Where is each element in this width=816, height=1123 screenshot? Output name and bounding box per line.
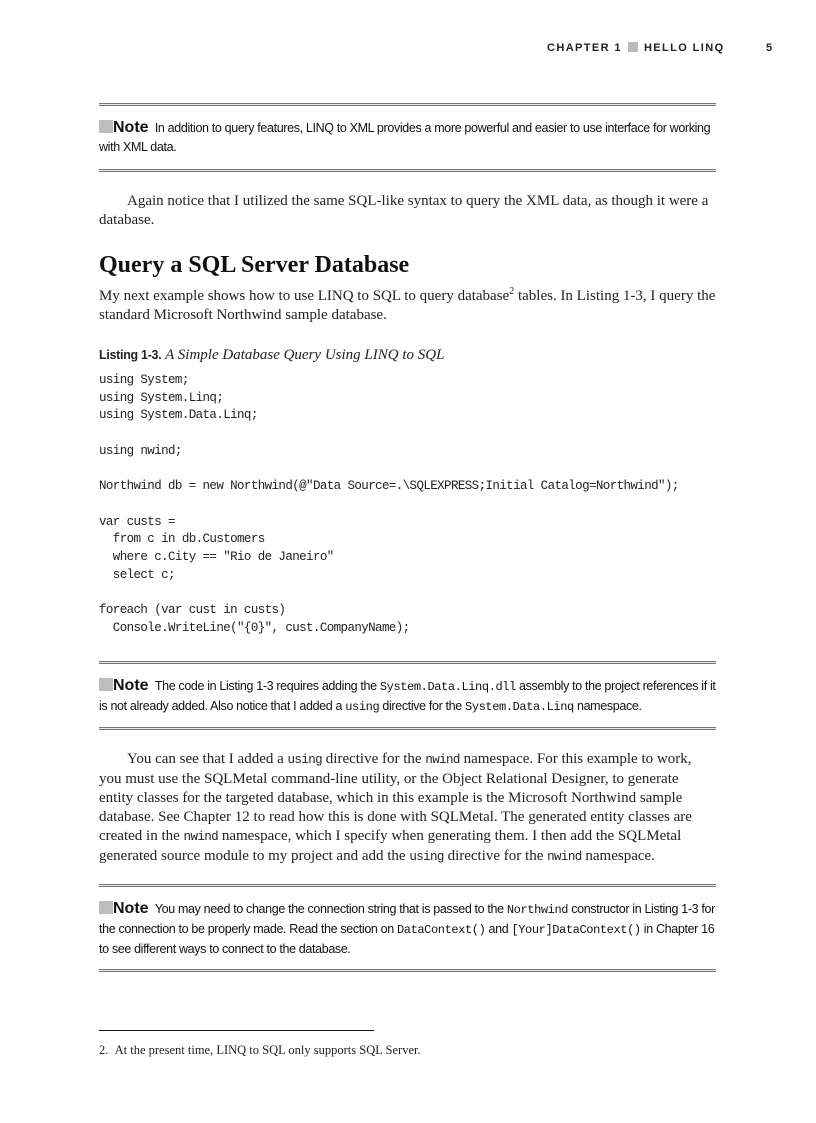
note-marker-icon (99, 120, 113, 133)
section-heading: Query a SQL Server Database (99, 252, 410, 278)
note-text: in Chapter 16 to see different ways to connect to the database. (99, 922, 715, 956)
chapter-label: CHAPTER 1 (547, 42, 622, 54)
note-text: constructor in Listing 1-3 for the connection to be properly made. Read the section on (99, 902, 715, 936)
note-label: Note (113, 119, 149, 136)
body-text: directive for the (443, 848, 548, 864)
inline-code: using (409, 850, 444, 864)
inline-code: using (287, 753, 323, 767)
note-rule-top (99, 103, 716, 106)
chapter-title: HELLO LINQ (643, 42, 725, 54)
note-text: In addition to query features, LINQ to XML provides a more powerful and easier to use interface for working with XML data. (99, 121, 711, 154)
note-code: using (345, 700, 380, 714)
separator-square-icon (628, 42, 638, 52)
footnote-rule (99, 1030, 374, 1031)
body-paragraph (99, 750, 716, 867)
note-text: You may need to change the connection string that is passed to the (154, 902, 507, 916)
footnote-text: At the present time, LINQ to SQL only supports SQL Server. (114, 1043, 421, 1057)
body-text: directive for the (322, 751, 426, 767)
footnote-reference: 2 (509, 286, 515, 297)
body-text: namespace. (581, 848, 655, 864)
listing-caption (99, 347, 444, 364)
note-text: The code in Listing 1-3 requires adding the (154, 679, 380, 693)
intro-paragraph (99, 287, 716, 325)
running-head (547, 42, 725, 54)
note-text: directive for the (379, 699, 466, 713)
note-text: namespace. (573, 699, 642, 713)
inline-code: nwind (547, 850, 582, 864)
note-label: Note (113, 677, 149, 694)
inline-code: nwind (183, 830, 219, 844)
listing-label: Listing 1-3. (99, 348, 162, 362)
note-text: assembly to the project references if it is not already added. Also notice that I added a (99, 679, 716, 713)
note-code: DataContext() (396, 923, 486, 937)
listing-title: A Simple Database Query Using LINQ to SQL (165, 347, 445, 363)
intro-text-continued: tables. In Listing 1-3, I query the standard Microsoft Northwind sample database. (99, 288, 716, 323)
note-rule-bottom (99, 969, 716, 972)
code-listing: using System; using System.Linq; using System.Data.Linq; using nwind; Northwind db = new Northwind(@"Data Source=.\SQLEXPRESS;Initial Catalog=Northwind"); var custs = from c in db.Customers where c.City == "Rio de Janeiro" select c; foreach (var cust in custs) Console.WriteLine("{0}", cust.CompanyName); (99, 373, 679, 635)
footnote-number: 2. (99, 1043, 109, 1057)
note-marker-icon (99, 678, 113, 691)
note-rule-bottom (99, 169, 716, 172)
body-text: namespace, which I specify when generating them. I then add the SQLMetal generated source module to my project and add the (99, 828, 682, 864)
note-box (99, 676, 716, 717)
note-code: Northwind (506, 903, 569, 917)
note-marker-icon (99, 901, 113, 914)
note-box (99, 899, 716, 959)
inline-code: nwind (425, 753, 460, 767)
note-label: Note (113, 900, 149, 917)
body-paragraph: Again notice that I utilized the same SQL-like syntax to query the XML data, as though it were a database. (99, 193, 709, 228)
note-rule-top (99, 884, 716, 887)
note-text: and (485, 922, 512, 936)
note-rule-bottom (99, 727, 716, 730)
note-rule-top (99, 661, 716, 664)
body-text: namespace. For this example to work, you must use the SQLMetal command-line utility, or the Object Relational Designer, to generate entity classes for the targeted database, which in this example is the Microsoft Northwind sample database. See Chapter 12 to read how this is done with SQLMetal. The generated entity classes are created in the (99, 751, 692, 844)
intro-text: My next example shows how to use LINQ to SQL to query database (99, 288, 510, 304)
note-code: [Your]DataContext() (511, 923, 641, 937)
note-code: System.Data.Linq.dll (379, 680, 516, 694)
note-box (99, 118, 716, 157)
note-code: System.Data.Linq (465, 700, 574, 714)
page-number: 5 (766, 42, 773, 54)
footnote (99, 1043, 421, 1058)
body-text: You can see that I added a (127, 751, 288, 767)
